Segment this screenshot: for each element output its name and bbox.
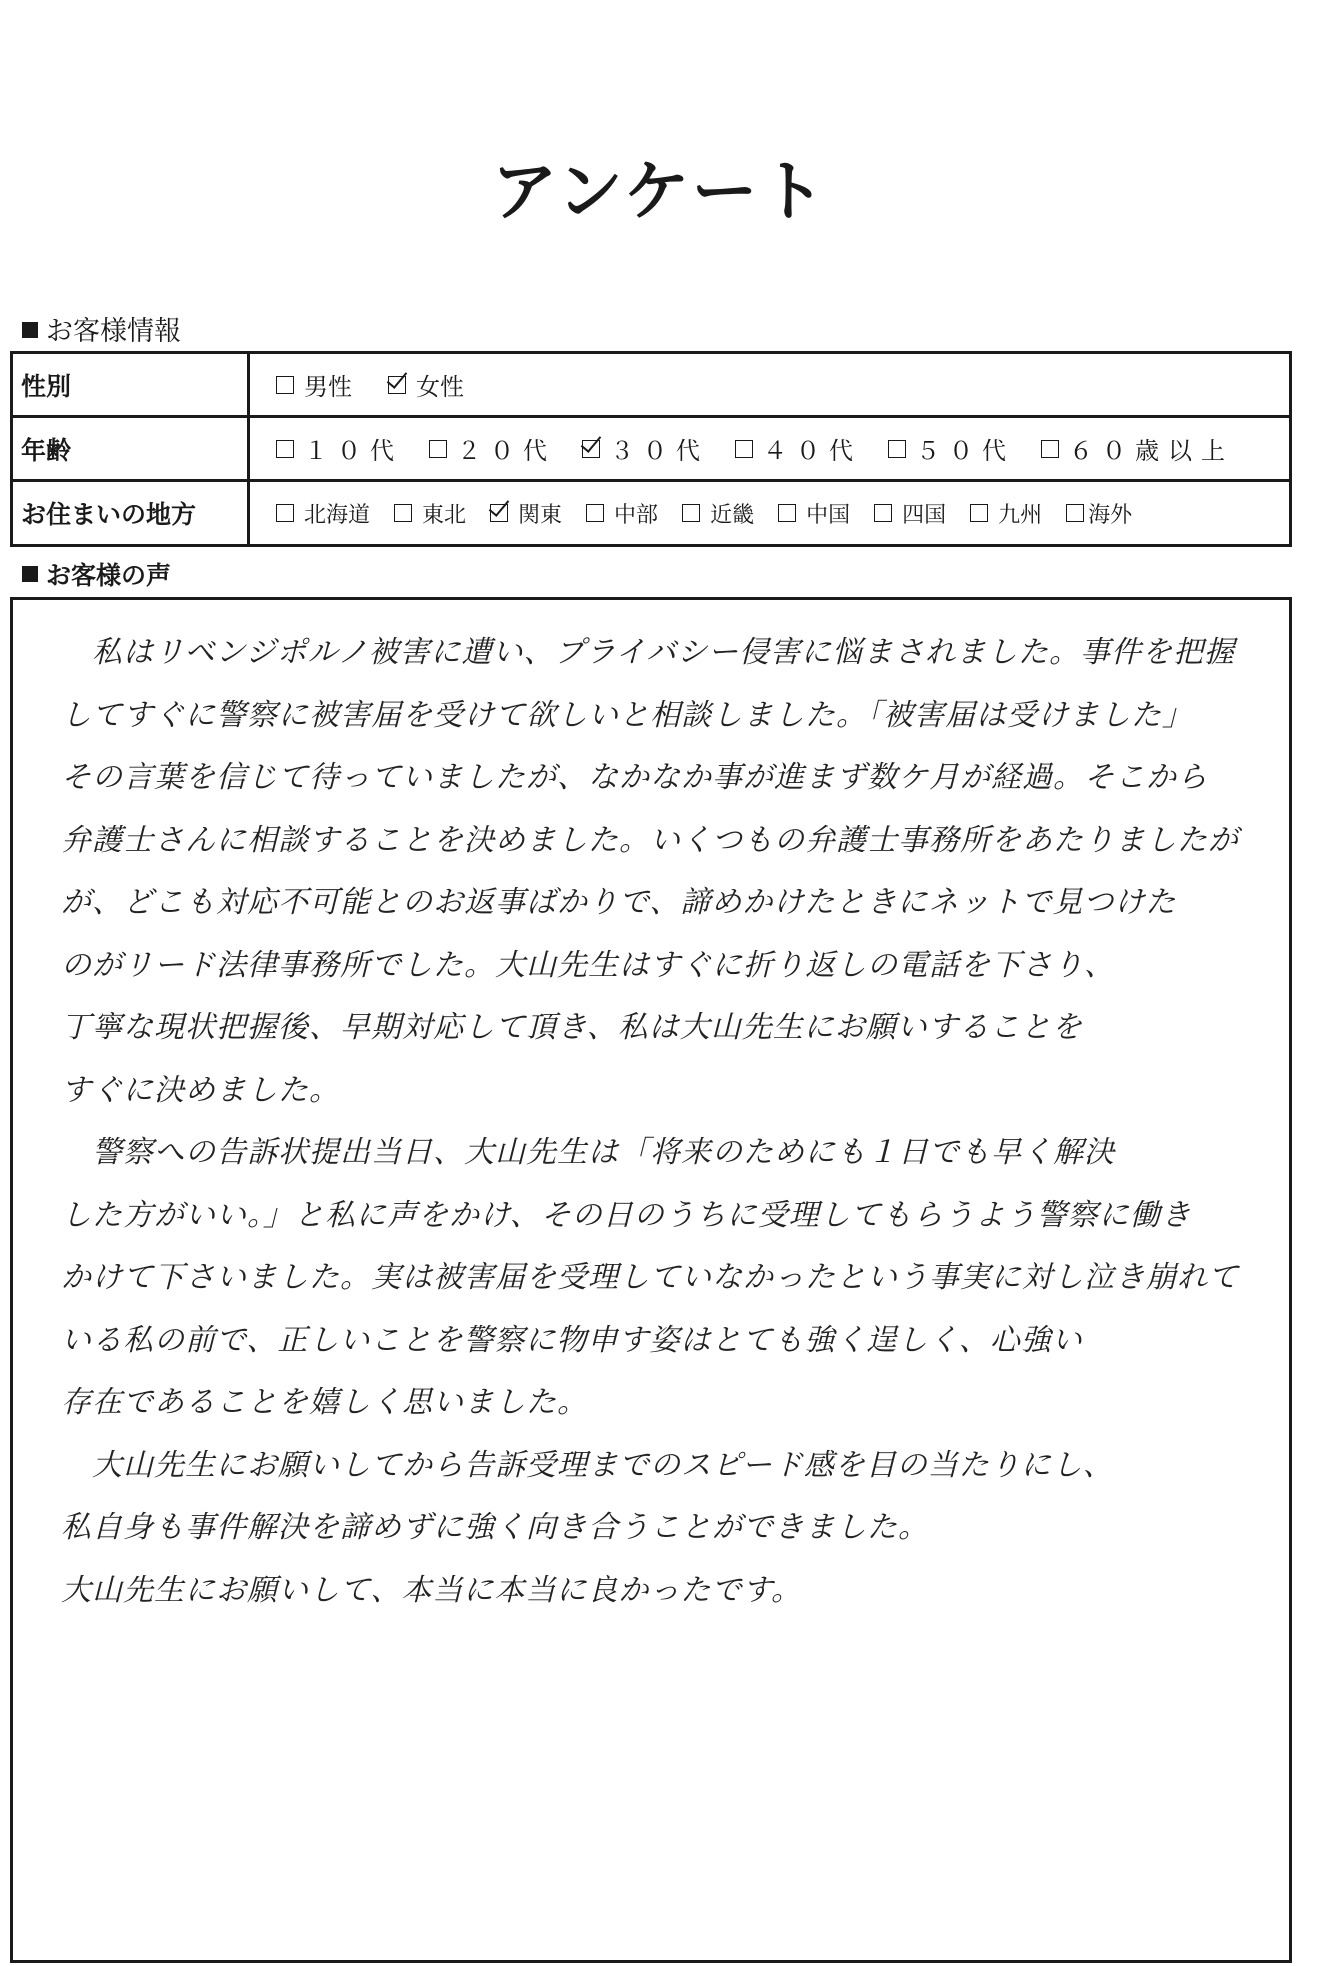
testimonial-line: かけて下さいました。実は被害届を受理していなかったという事実に対し泣き崩れて bbox=[61, 1260, 1239, 1295]
checkbox-icon[interactable] bbox=[682, 504, 700, 522]
option-age-20s[interactable] bbox=[429, 431, 556, 466]
option-age-40s[interactable] bbox=[735, 431, 862, 466]
customer-info-table bbox=[10, 351, 1292, 547]
option-age-60plus[interactable] bbox=[1041, 431, 1234, 466]
option-label: 関東 bbox=[518, 502, 563, 528]
option-label: 四国 bbox=[902, 502, 947, 528]
option-label: 近畿 bbox=[710, 502, 755, 528]
option-label: １０代 bbox=[304, 437, 403, 465]
option-shikoku[interactable] bbox=[874, 498, 946, 529]
customer-info-heading-label: お客様情報 bbox=[46, 316, 181, 347]
testimonial-line: 存在であることを嬉しく思いました。 bbox=[61, 1385, 588, 1420]
checked-checkbox-icon[interactable] bbox=[388, 376, 406, 394]
testimonial-line: 私自身も事件解決を諦めずに強く向き合うことができました。 bbox=[61, 1510, 929, 1545]
option-label: 中国 bbox=[806, 502, 851, 528]
testimonial-line: のがリード法律事務所でした。大山先生はすぐに折り返しの電話を下さり、 bbox=[61, 947, 1115, 983]
checkbox-icon[interactable] bbox=[429, 440, 447, 458]
testimonial-line: が、どこも対応不可能とのお返事ばかりで、諦めかけたときにネットで見つけた bbox=[61, 885, 1177, 920]
option-label: ６０歳以上 bbox=[1069, 437, 1234, 465]
gender-options bbox=[250, 354, 1289, 415]
checkbox-icon[interactable] bbox=[1066, 504, 1084, 522]
option-kinki[interactable] bbox=[682, 498, 754, 529]
testimonial-line: 弁護士さんに相談することを決めました。いくつもの弁護士事務所をあたりましたが bbox=[61, 822, 1239, 858]
option-hokkaido[interactable] bbox=[276, 498, 370, 529]
square-bullet-icon bbox=[22, 566, 38, 582]
testimonial-line: してすぐに警察に被害届を受けて欲しいと相談しました。「被害届は受けました」 bbox=[61, 697, 1193, 733]
region-row bbox=[13, 482, 1289, 544]
testimonial-line: 大山先生にお願いして、本当に本当に良かったです。 bbox=[61, 1572, 802, 1608]
testimonial-line: その言葉を信じて待っていましたが、なかなか事が進まず数ケ月が経過。そこから bbox=[61, 760, 1208, 795]
option-label: ２０代 bbox=[457, 437, 556, 465]
option-label: 女性 bbox=[416, 373, 464, 401]
option-kanto[interactable] bbox=[490, 498, 562, 529]
checkbox-icon[interactable] bbox=[586, 504, 604, 522]
testimonial-line: 警察への告訴状提出当日、大山先生は「将来のためにも１日でも早く解決 bbox=[61, 1135, 1115, 1170]
customer-voice-heading bbox=[22, 556, 171, 592]
testimonial-line: した方がいい。」と私に声をかけ、その日のうちに受理してもらうよう警察に働き bbox=[61, 1197, 1192, 1233]
age-label: 年齢 bbox=[13, 418, 250, 479]
option-label: 中部 bbox=[614, 502, 659, 528]
testimonial-line: いる私の前で、正しいことを警察に物申す姿はとても強く逞しく、心強い bbox=[61, 1322, 1083, 1358]
option-label: 東北 bbox=[422, 502, 467, 528]
handwritten-testimonial bbox=[61, 622, 1261, 1622]
checkbox-icon[interactable] bbox=[1041, 440, 1059, 458]
region-options bbox=[250, 482, 1289, 544]
option-female[interactable] bbox=[388, 367, 464, 402]
checked-checkbox-icon[interactable] bbox=[490, 504, 508, 522]
checkbox-icon[interactable] bbox=[276, 504, 294, 522]
option-label: ５０代 bbox=[916, 437, 1015, 465]
option-label: 九州 bbox=[998, 502, 1043, 528]
option-kyushu[interactable] bbox=[970, 498, 1042, 529]
option-age-50s[interactable] bbox=[888, 431, 1015, 466]
gender-label: 性別 bbox=[13, 354, 250, 415]
testimonial-line: 大山先生にお願いしてから告訴受理までのスピード感を目の当たりにし、 bbox=[61, 1447, 1114, 1483]
customer-voice-box bbox=[10, 597, 1292, 1963]
checkbox-icon[interactable] bbox=[276, 440, 294, 458]
age-options bbox=[250, 418, 1289, 479]
checkbox-icon[interactable] bbox=[394, 504, 412, 522]
option-chugoku[interactable] bbox=[778, 498, 850, 529]
option-label: ３０代 bbox=[610, 437, 709, 465]
gender-row bbox=[13, 354, 1289, 418]
option-label: 男性 bbox=[304, 373, 352, 401]
checkbox-icon[interactable] bbox=[970, 504, 988, 522]
checkbox-icon[interactable] bbox=[888, 440, 906, 458]
testimonial-line: すぐに決めました。 bbox=[61, 1072, 340, 1108]
checkbox-icon[interactable] bbox=[778, 504, 796, 522]
customer-voice-heading-label: お客様の声 bbox=[46, 561, 172, 590]
option-male[interactable] bbox=[276, 367, 352, 402]
option-label: 海外 bbox=[1088, 502, 1133, 528]
checkbox-icon[interactable] bbox=[276, 376, 294, 394]
checkbox-icon[interactable] bbox=[874, 504, 892, 522]
square-bullet-icon bbox=[22, 322, 38, 338]
checkbox-icon[interactable] bbox=[735, 440, 753, 458]
age-row bbox=[13, 418, 1289, 482]
checked-checkbox-icon[interactable] bbox=[582, 440, 600, 458]
option-age-30s[interactable] bbox=[582, 431, 709, 466]
option-label: ４０代 bbox=[763, 437, 862, 465]
testimonial-line: 丁寧な現状把握後、早期対応して頂き、私は大山先生にお願いすることを bbox=[61, 1010, 1083, 1045]
option-chubu[interactable] bbox=[586, 498, 658, 529]
option-age-10s[interactable] bbox=[276, 431, 403, 466]
testimonial-line: 私はリベンジポルノ被害に遭い、プライバシー侵害に悩まされました。事件を把握 bbox=[61, 635, 1235, 670]
option-overseas[interactable] bbox=[1066, 498, 1132, 529]
option-label: 北海道 bbox=[304, 502, 371, 528]
customer-info-heading bbox=[22, 309, 181, 348]
region-label: お住まいの地方 bbox=[13, 482, 250, 544]
page-title: アンケート bbox=[491, 153, 828, 230]
option-tohoku[interactable] bbox=[394, 498, 466, 529]
